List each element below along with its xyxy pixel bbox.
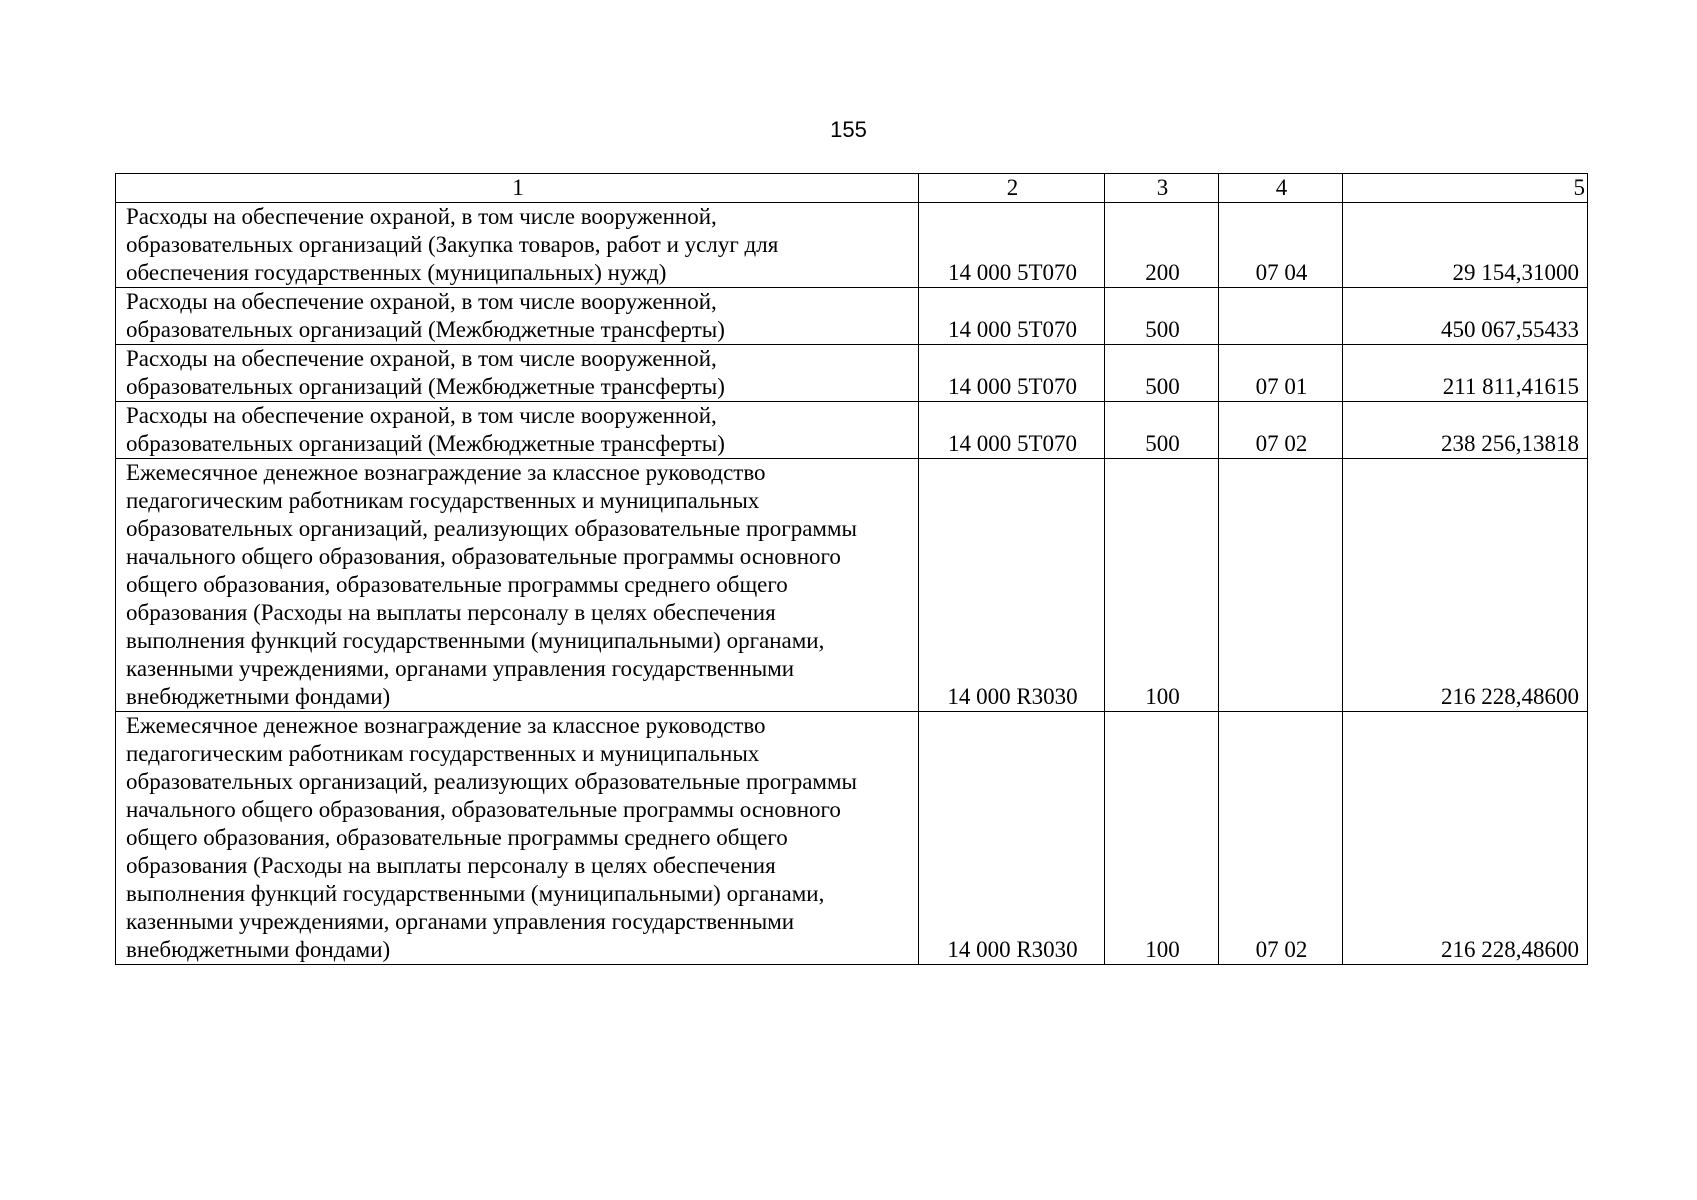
row-amount: 216 228,48600: [1343, 459, 1588, 712]
row-expense-type: 500: [1105, 345, 1219, 402]
row-description: Ежемесячное денежное вознаграждение за классное руководство педагогическим работникам государственных и муниципальных образовательных организаций, реализующих образовательные программы начального общего образования, образовательные программы основного общего образования, образовательные программы среднего общего образования (Расходы на выплаты персоналу в целях обеспечения выполнения функций государственными (муниципальными) органами, казенными учреждениями, органами управления государственными внебюджетными фондами): [116, 712, 919, 965]
row-target-code: 14 000 R3030: [919, 459, 1105, 712]
table-row: [116, 402, 1588, 459]
row-description: Расходы на обеспечение охраной, в том числе вооруженной, образовательных организаций (Межбюджетные трансферты): [116, 288, 919, 345]
table-row: [116, 203, 1588, 288]
table-row: [116, 345, 1588, 402]
row-section: 07 04: [1219, 203, 1343, 288]
row-amount: 238 256,13818: [1343, 402, 1588, 459]
row-expense-type: 100: [1105, 459, 1219, 712]
row-description: Расходы на обеспечение охраной, в том числе вооруженной, образовательных организаций (Межбюджетные трансферты): [116, 345, 919, 402]
table-row: [116, 712, 1588, 965]
row-target-code: 14 000 R3030: [919, 712, 1105, 965]
row-amount: 450 067,55433: [1343, 288, 1588, 345]
row-description: Расходы на обеспечение охраной, в том числе вооруженной, образовательных организаций (Закупка товаров, работ и услуг для обеспечения государственных (муниципальных) нужд): [116, 203, 919, 288]
row-expense-type: 100: [1105, 712, 1219, 965]
row-description: Ежемесячное денежное вознаграждение за классное руководство педагогическим работникам государственных и муниципальных образовательных организаций, реализующих образовательные программы начального общего образования, образовательные программы основного общего образования, образовательные программы среднего общего образования (Расходы на выплаты персоналу в целях обеспечения выполнения функций государственными (муниципальными) органами, казенными учреждениями, органами управления государственными внебюджетными фондами): [116, 459, 919, 712]
column-header-1: 1: [116, 174, 919, 203]
budget-table: [115, 173, 1588, 965]
column-header-4: 4: [1219, 174, 1343, 203]
row-section: 07 01: [1219, 345, 1343, 402]
row-target-code: 14 000 5T070: [919, 402, 1105, 459]
row-section: [1219, 459, 1343, 712]
row-target-code: 14 000 5T070: [919, 288, 1105, 345]
row-target-code: 14 000 5T070: [919, 203, 1105, 288]
table-row: [116, 459, 1588, 712]
row-target-code: 14 000 5T070: [919, 345, 1105, 402]
row-amount: 216 228,48600: [1343, 712, 1588, 965]
row-expense-type: 500: [1105, 288, 1219, 345]
row-description: Расходы на обеспечение охраной, в том числе вооруженной, образовательных организаций (Межбюджетные трансферты): [116, 402, 919, 459]
row-expense-type: 200: [1105, 203, 1219, 288]
row-section: 07 02: [1219, 712, 1343, 965]
table-header-row: [116, 174, 1588, 203]
row-section: [1219, 288, 1343, 345]
row-expense-type: 500: [1105, 402, 1219, 459]
row-amount: 29 154,31000: [1343, 203, 1588, 288]
row-section: 07 02: [1219, 402, 1343, 459]
table-row: [116, 288, 1588, 345]
row-amount: 211 811,41615: [1343, 345, 1588, 402]
column-header-2: 2: [919, 174, 1105, 203]
column-header-3: 3: [1105, 174, 1219, 203]
column-header-5: 5: [1343, 174, 1588, 203]
page-number: 155: [830, 117, 867, 142]
